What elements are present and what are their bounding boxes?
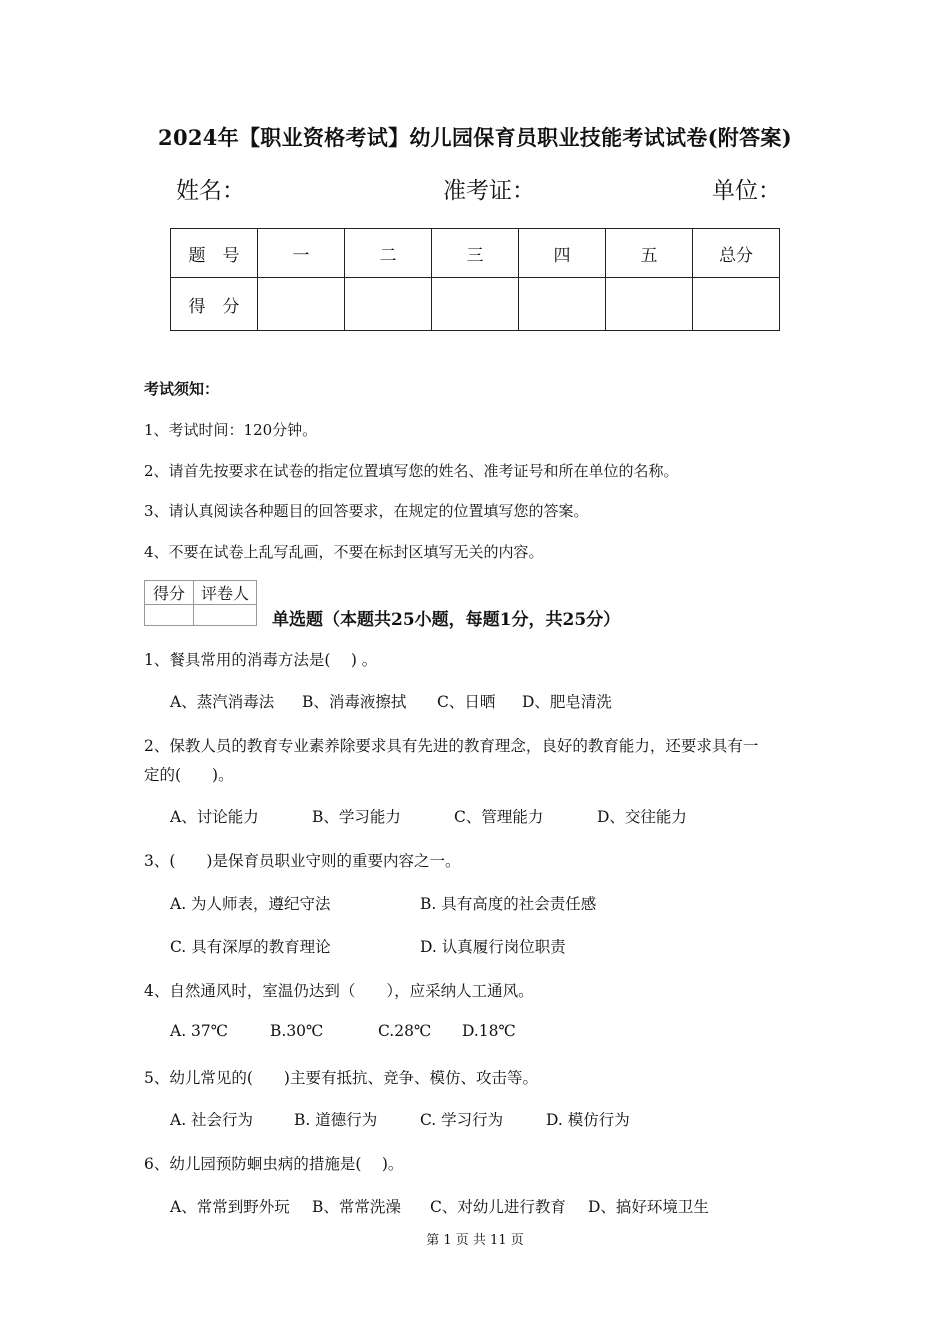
question-6: 6、幼儿园预防蛔虫病的措施是( )。 [144,1155,404,1173]
page-footer: 第 1 页 共 11 页 [426,1233,524,1248]
option-4b: B.30℃ [270,1022,324,1040]
option-2c: C、管理能力 [454,808,544,826]
option-1c: C、日晒 [437,693,496,711]
notice-heading: 考试须知： [144,380,220,398]
score-header-5: 五 [606,229,693,278]
score-header-total: 总分 [693,229,780,278]
option-1d: D、肥皂清洗 [522,693,612,711]
unit-field-label: 单位： [712,178,781,204]
score-header-label: 题 号 [171,229,258,278]
notice-item: 2、请首先按要求在试卷的指定位置填写您的姓名、准考证号和所在单位的名称。 [144,462,679,480]
option-6d: D、搞好环境卫生 [588,1198,709,1216]
option-5c: C. 学习行为 [420,1111,504,1129]
score-cell [258,278,345,331]
score-table-score-row [171,278,780,331]
option-3c: C. 具有深厚的教育理论 [170,938,331,956]
score-cell [693,278,780,331]
option-2d: D、交往能力 [597,808,687,826]
question-2: 2、保教人员的教育专业素养除要求具有先进的教育理念，良好的教育能力，还要求具有一 [144,737,759,755]
option-1b: B、消毒液擦拭 [302,693,407,711]
score-cell [432,278,519,331]
option-3b: B. 具有高度的社会责任感 [420,895,597,913]
grader-box [144,580,257,626]
grader-reviewer-cell [194,605,257,626]
score-header-4: 四 [519,229,606,278]
notice-item: 1、考试时间：120分钟。 [144,421,318,439]
question-2-cont: 定的( )。 [144,766,234,784]
grader-score-label: 得分 [145,581,194,605]
score-cell [345,278,432,331]
option-4c: C.28℃ [378,1022,432,1040]
question-3: 3、( )是保育员职业守则的重要内容之一。 [144,852,461,870]
option-6b: B、常常洗澡 [312,1198,401,1216]
question-5: 5、幼儿常见的( )主要有抵抗、竞争、模仿、攻击等。 [144,1069,538,1087]
option-3a: A. 为人师表，遵纪守法 [170,895,331,913]
grader-reviewer-label: 评卷人 [194,581,257,605]
score-header-2: 二 [345,229,432,278]
score-cell [606,278,693,331]
score-cell [519,278,606,331]
exam-id-field-label: 准考证： [443,178,535,204]
option-2b: B、学习能力 [312,808,401,826]
section-title: 单选题（本题共25小题，每题1分，共25分） [272,610,621,630]
option-2a: A、讨论能力 [170,808,259,826]
option-6a: A、常常到野外玩 [170,1198,290,1216]
score-header-1: 一 [258,229,345,278]
page-title: 2024年【职业资格考试】幼儿园保育员职业技能考试试卷(附答案) [158,125,792,150]
option-5b: B. 道德行为 [294,1111,378,1129]
score-table-header-row [171,229,780,278]
option-3d: D. 认真履行岗位职责 [420,938,566,956]
question-1: 1、餐具常用的消毒方法是( ) 。 [144,651,378,669]
notice-item: 3、请认真阅读各种题目的回答要求，在规定的位置填写您的答案。 [144,502,589,520]
grader-score-cell [145,605,194,626]
option-4d: D.18℃ [462,1022,516,1040]
option-1a: A、蒸汽消毒法 [170,693,275,711]
score-table [170,228,780,331]
notice-item: 4、不要在试卷上乱写乱画，不要在标封区填写无关的内容。 [144,543,544,561]
name-field-label: 姓名： [176,178,245,204]
score-header-3: 三 [432,229,519,278]
score-row-label: 得 分 [171,278,258,331]
question-4: 4、自然通风时，室温仍达到（ ），应采纳人工通风。 [144,982,534,1000]
option-6c: C、对幼儿进行教育 [430,1198,566,1216]
option-5a: A. 社会行为 [170,1111,254,1129]
option-5d: D. 模仿行为 [546,1111,630,1129]
option-4a: A. 37℃ [170,1022,229,1040]
